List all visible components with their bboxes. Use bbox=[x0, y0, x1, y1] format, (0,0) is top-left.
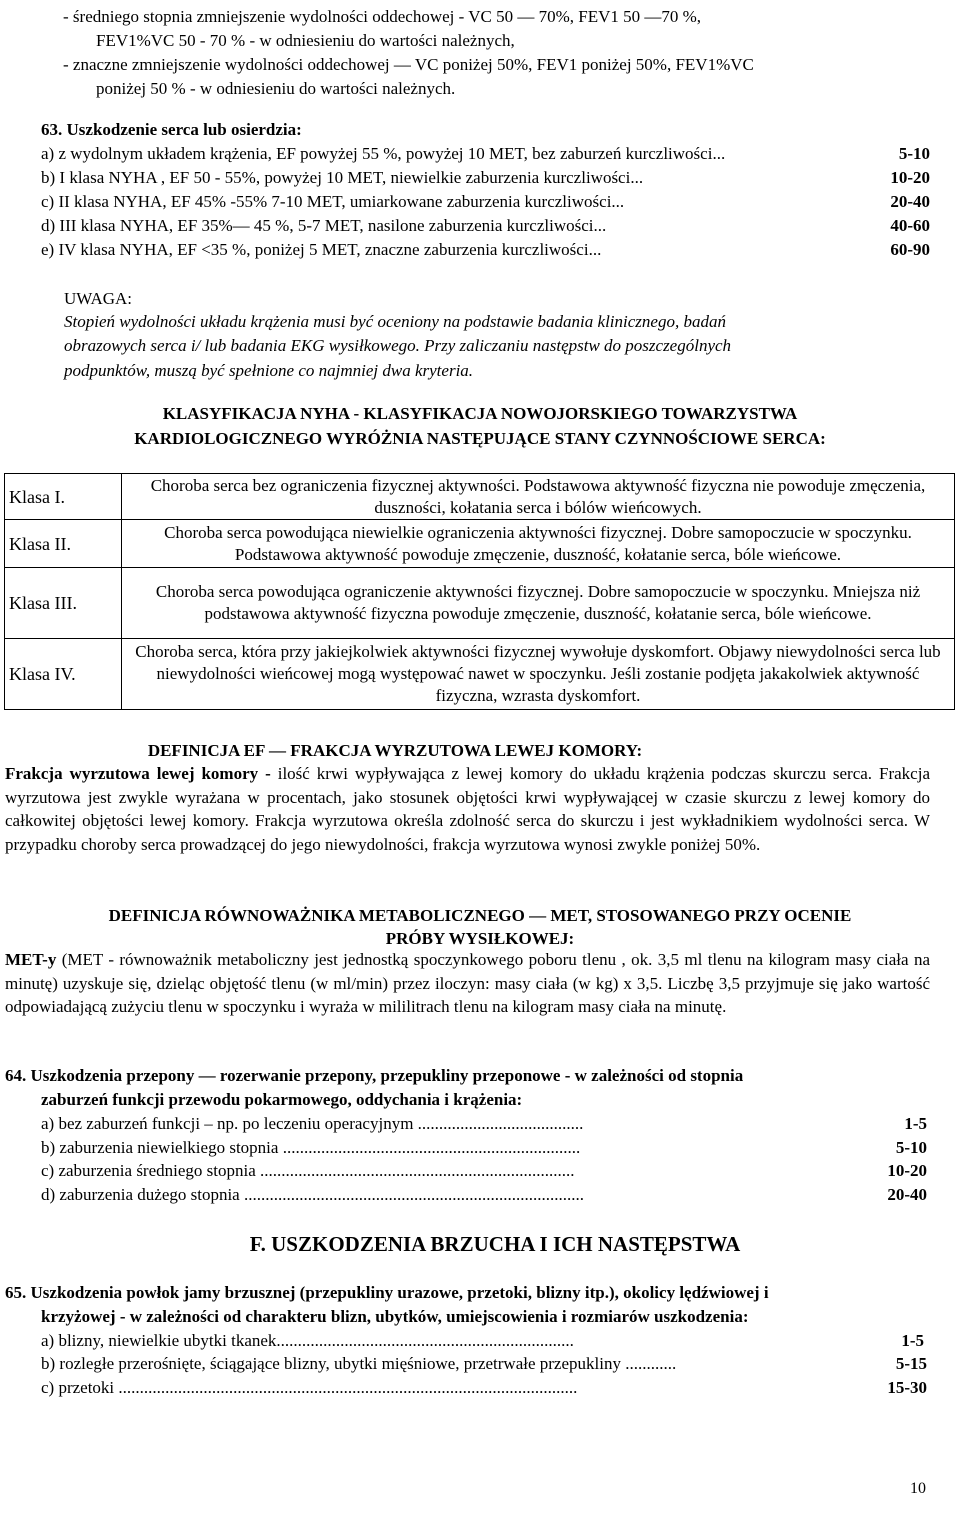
table-row bbox=[5, 474, 955, 520]
item-text: a) blizny, niewielkie ubytki tkanek bbox=[41, 1331, 277, 1350]
item-text: c) przetoki bbox=[41, 1378, 119, 1397]
ef-paragraph bbox=[5, 762, 930, 856]
item-text: b) I klasa NYHA , EF 50 - 55%, powyżej 10 MET, niewielkie zaburzenia kurczliwości bbox=[41, 168, 631, 187]
item-text: c) II klasa NYHA, EF 45% -55% 7-10 MET, umiarkowane zaburzenia kurczliwości bbox=[41, 192, 612, 211]
desc-cell: Choroba serca bez ograniczenia fizycznej aktywności. Podstawowa aktywność fizyczna nie powoduje zmęczenia, duszności, kołatania serca i bólów wieńcowych. bbox=[122, 474, 955, 520]
item-value: 1-5 bbox=[904, 1114, 927, 1133]
section-65-title: krzyżowej - w zależności od charakteru blizn, ubytków, umiejscowienia i rozmiarów uszkodzenia: bbox=[41, 1307, 749, 1326]
list-item bbox=[41, 1377, 927, 1398]
page-number: 10 bbox=[910, 1480, 926, 1497]
item-value: 5-10 bbox=[898, 144, 930, 163]
leader-dots: ............................................................................................................ bbox=[118, 1378, 578, 1397]
klasa-cell: Klasa III. bbox=[5, 568, 122, 639]
note-label: UWAGA: bbox=[64, 289, 132, 308]
ef-text: ilość krwi wypływająca z lewej komory do układu krążenia podczas skurczu serca. Frakcja wyrzutowa jest zwykle wyrażana w procentach, jako stosunek objętości krwi wypływającej w czasie skurczu z lewej komory do całkowitej objętości lewej komory. Frakcja wyrzutowa określa zdolność serca do skurczu i jest wykładnikiem wydolności serca. W przypadku choroby serca prowadzącej do jego niewydolności, frakcja wyrzutowa wynosi zwykle poniżej 50%. bbox=[5, 764, 930, 854]
item-text: b) rozległe przerośnięte, ściągające blizny, ubytki mięśniowe, przetrwałe przepukliny bbox=[41, 1354, 626, 1373]
leader-dots: ...................................................................... bbox=[282, 1138, 581, 1157]
list-item bbox=[41, 1330, 924, 1351]
leader-dots: ...................................................................... bbox=[276, 1331, 574, 1350]
table-row bbox=[5, 639, 955, 710]
item-text: d) zaburzenia dużego stopnia bbox=[41, 1185, 244, 1204]
nyha-heading: KARDIOLOGICZNEGO WYRÓŻNIA NASTĘPUJĄCE STANY CZYNNOŚCIOWE SERCA: bbox=[134, 429, 826, 448]
item-value: 10-20 bbox=[887, 1161, 927, 1180]
met-heading: DEFINICJA RÓWNOWAŻNIKA METABOLICZNEGO — MET, STOSOWANEGO PRZY OCENIE bbox=[108, 906, 852, 925]
leader-dots: ............ bbox=[625, 1354, 677, 1373]
section-64-title: 64. Uszkodzenia przepony — rozerwanie przepony, przepukliny przeponowe - w zależności od stopnia bbox=[5, 1066, 744, 1085]
item-text: d) III klasa NYHA, EF 35%— 45 %, 5-7 MET, nasilone zaburzenia kurczliwości bbox=[41, 216, 594, 235]
leader-dots: .......................................................................... bbox=[260, 1161, 575, 1180]
list-line: poniżej 50 % - w odniesieniu do wartości należnych. bbox=[96, 79, 456, 98]
list-item bbox=[41, 1137, 927, 1158]
list-item bbox=[41, 1113, 927, 1134]
table-row bbox=[5, 568, 955, 639]
leader-dots: ... bbox=[588, 240, 602, 259]
leader-dots: ... bbox=[712, 144, 726, 163]
met-heading: PRÓBY WYSIŁKOWEJ: bbox=[385, 929, 575, 948]
list-item bbox=[41, 191, 930, 212]
leader-dots: ... bbox=[611, 192, 625, 211]
item-text: c) zaburzenia średniego stopnia bbox=[41, 1161, 261, 1180]
klasa-cell: Klasa I. bbox=[5, 474, 122, 520]
leader-dots: ................................................................................ bbox=[243, 1185, 584, 1204]
list-item bbox=[41, 143, 930, 164]
leader-dots: ....................................... bbox=[417, 1114, 584, 1133]
ef-term: Frakcja wyrzutowa lewej komory - bbox=[5, 764, 271, 783]
klasa-cell: Klasa IV. bbox=[5, 639, 122, 710]
section-63-title: 63. Uszkodzenie serca lub osierdzia: bbox=[41, 120, 302, 139]
item-value: 5-10 bbox=[895, 1138, 927, 1157]
list-line: - znaczne zmniejszenie wydolności oddechowej — VC poniżej 50%, FEV1 poniżej 50%, FEV1%VC bbox=[63, 55, 754, 74]
item-value: 15-30 bbox=[887, 1378, 927, 1397]
item-value: 10-20 bbox=[890, 168, 930, 187]
met-paragraph bbox=[5, 948, 930, 1019]
desc-cell: Choroba serca powodująca niewielkie ograniczenia aktywności fizycznej. Dobre samopoczucie w spoczynku. Podstawowa aktywność powoduje zmęczenie, duszność, kołatanie serca, bóle wieńcowe. bbox=[122, 520, 955, 568]
item-text: a) z wydolnym układem krążenia, EF powyżej 55 %, powyżej 10 MET, bez zaburzeń kurczliwości bbox=[41, 144, 713, 163]
item-value: 40-60 bbox=[890, 216, 930, 235]
met-term: MET-y bbox=[5, 950, 57, 969]
list-line: FEV1%VC 50 - 70 % - w odniesieniu do wartości należnych, bbox=[96, 31, 515, 50]
note-line: obrazowych serca i/ lub badania EKG wysiłkowego. Przy zaliczaniu następstw do poszczególnych bbox=[64, 336, 732, 355]
item-value: 5-15 bbox=[895, 1354, 927, 1373]
list-line: - średniego stopnia zmniejszenie wydolności oddechowej - VC 50 — 70%, FEV1 50 —70 %, bbox=[63, 7, 702, 26]
table-row bbox=[5, 520, 955, 568]
section-64-title: zaburzeń funkcji przewodu pokarmowego, oddychania i krążenia: bbox=[41, 1090, 523, 1109]
list-item bbox=[41, 1184, 927, 1205]
section-65-title: 65. Uszkodzenia powłok jamy brzusznej (przepukliny urazowe, przetoki, blizny itp.), okolicy lędźwiowej i bbox=[5, 1283, 769, 1302]
item-text: b) zaburzenia niewielkiego stopnia bbox=[41, 1138, 283, 1157]
list-item bbox=[41, 239, 930, 260]
item-text: a) bez zaburzeń funkcji – np. po leczeniu operacyjnym bbox=[41, 1114, 418, 1133]
list-item bbox=[41, 167, 930, 188]
item-value: 20-40 bbox=[887, 1185, 927, 1204]
leader-dots: ... bbox=[593, 216, 607, 235]
list-item bbox=[41, 215, 930, 236]
item-value: 1-5 bbox=[901, 1331, 924, 1350]
leader-dots: ... bbox=[630, 168, 644, 187]
list-item bbox=[41, 1353, 927, 1374]
nyha-table bbox=[4, 473, 955, 710]
list-item bbox=[41, 1160, 927, 1181]
note-line: podpunktów, muszą być spełnione co najmniej dwa kryteria. bbox=[64, 361, 474, 380]
nyha-heading: KLASYFIKACJA NYHA - KLASYFIKACJA NOWOJORSKIEGO TOWARZYSTWA bbox=[162, 404, 798, 423]
met-text: (MET - równoważnik metaboliczny jest jednostką spoczynkowego poboru tlenu , ok. 3,5 ml tlenu na kilogram masy ciała na minutę) uzyskuje się, dzieląc objętość tlenu (w ml/min) przez iloczyn: masy ciała (w kg) x 3,5. Liczbę 3,5 przyjmuje się jako wartość odpowiadającą zużyciu tlenu w spoczynku i wyraża w mililitrach tlenu na kilogram masy ciała na minutę. bbox=[5, 950, 930, 1016]
klasa-cell: Klasa II. bbox=[5, 520, 122, 568]
desc-cell: Choroba serca powodująca ograniczenie aktywności fizycznej. Dobre samopoczucie w spoczynku. Mniejsza niż podstawowa aktywność fizyczna powoduje zmęczenie, duszność, kołatanie serca, bóle wieńcowe. bbox=[122, 568, 955, 639]
section-f-heading: F. USZKODZENIA BRZUCHA I ICH NASTĘPSTWA bbox=[249, 1232, 741, 1256]
item-value: 60-90 bbox=[890, 240, 930, 259]
desc-cell: Choroba serca, która przy jakiejkolwiek aktywności fizycznej wywołuje dyskomfort. Objawy niewydolności serca lub niewydolności wieńcowej mogą występować nawet w spoczynku. Jeśli zostanie podjęta jakakolwiek aktywność fizyczna, wzrasta dyskomfort. bbox=[122, 639, 955, 710]
item-value: 20-40 bbox=[890, 192, 930, 211]
item-text: e) IV klasa NYHA, EF <35 %, poniżej 5 MET, znaczne zaburzenia kurczliwości bbox=[41, 240, 589, 259]
note-line: Stopień wydolności układu krążenia musi być oceniony na podstawie badania klinicznego, badań bbox=[64, 312, 726, 331]
ef-heading: DEFINICJA EF — FRAKCJA WYRZUTOWA LEWEJ KOMORY: bbox=[147, 741, 643, 760]
